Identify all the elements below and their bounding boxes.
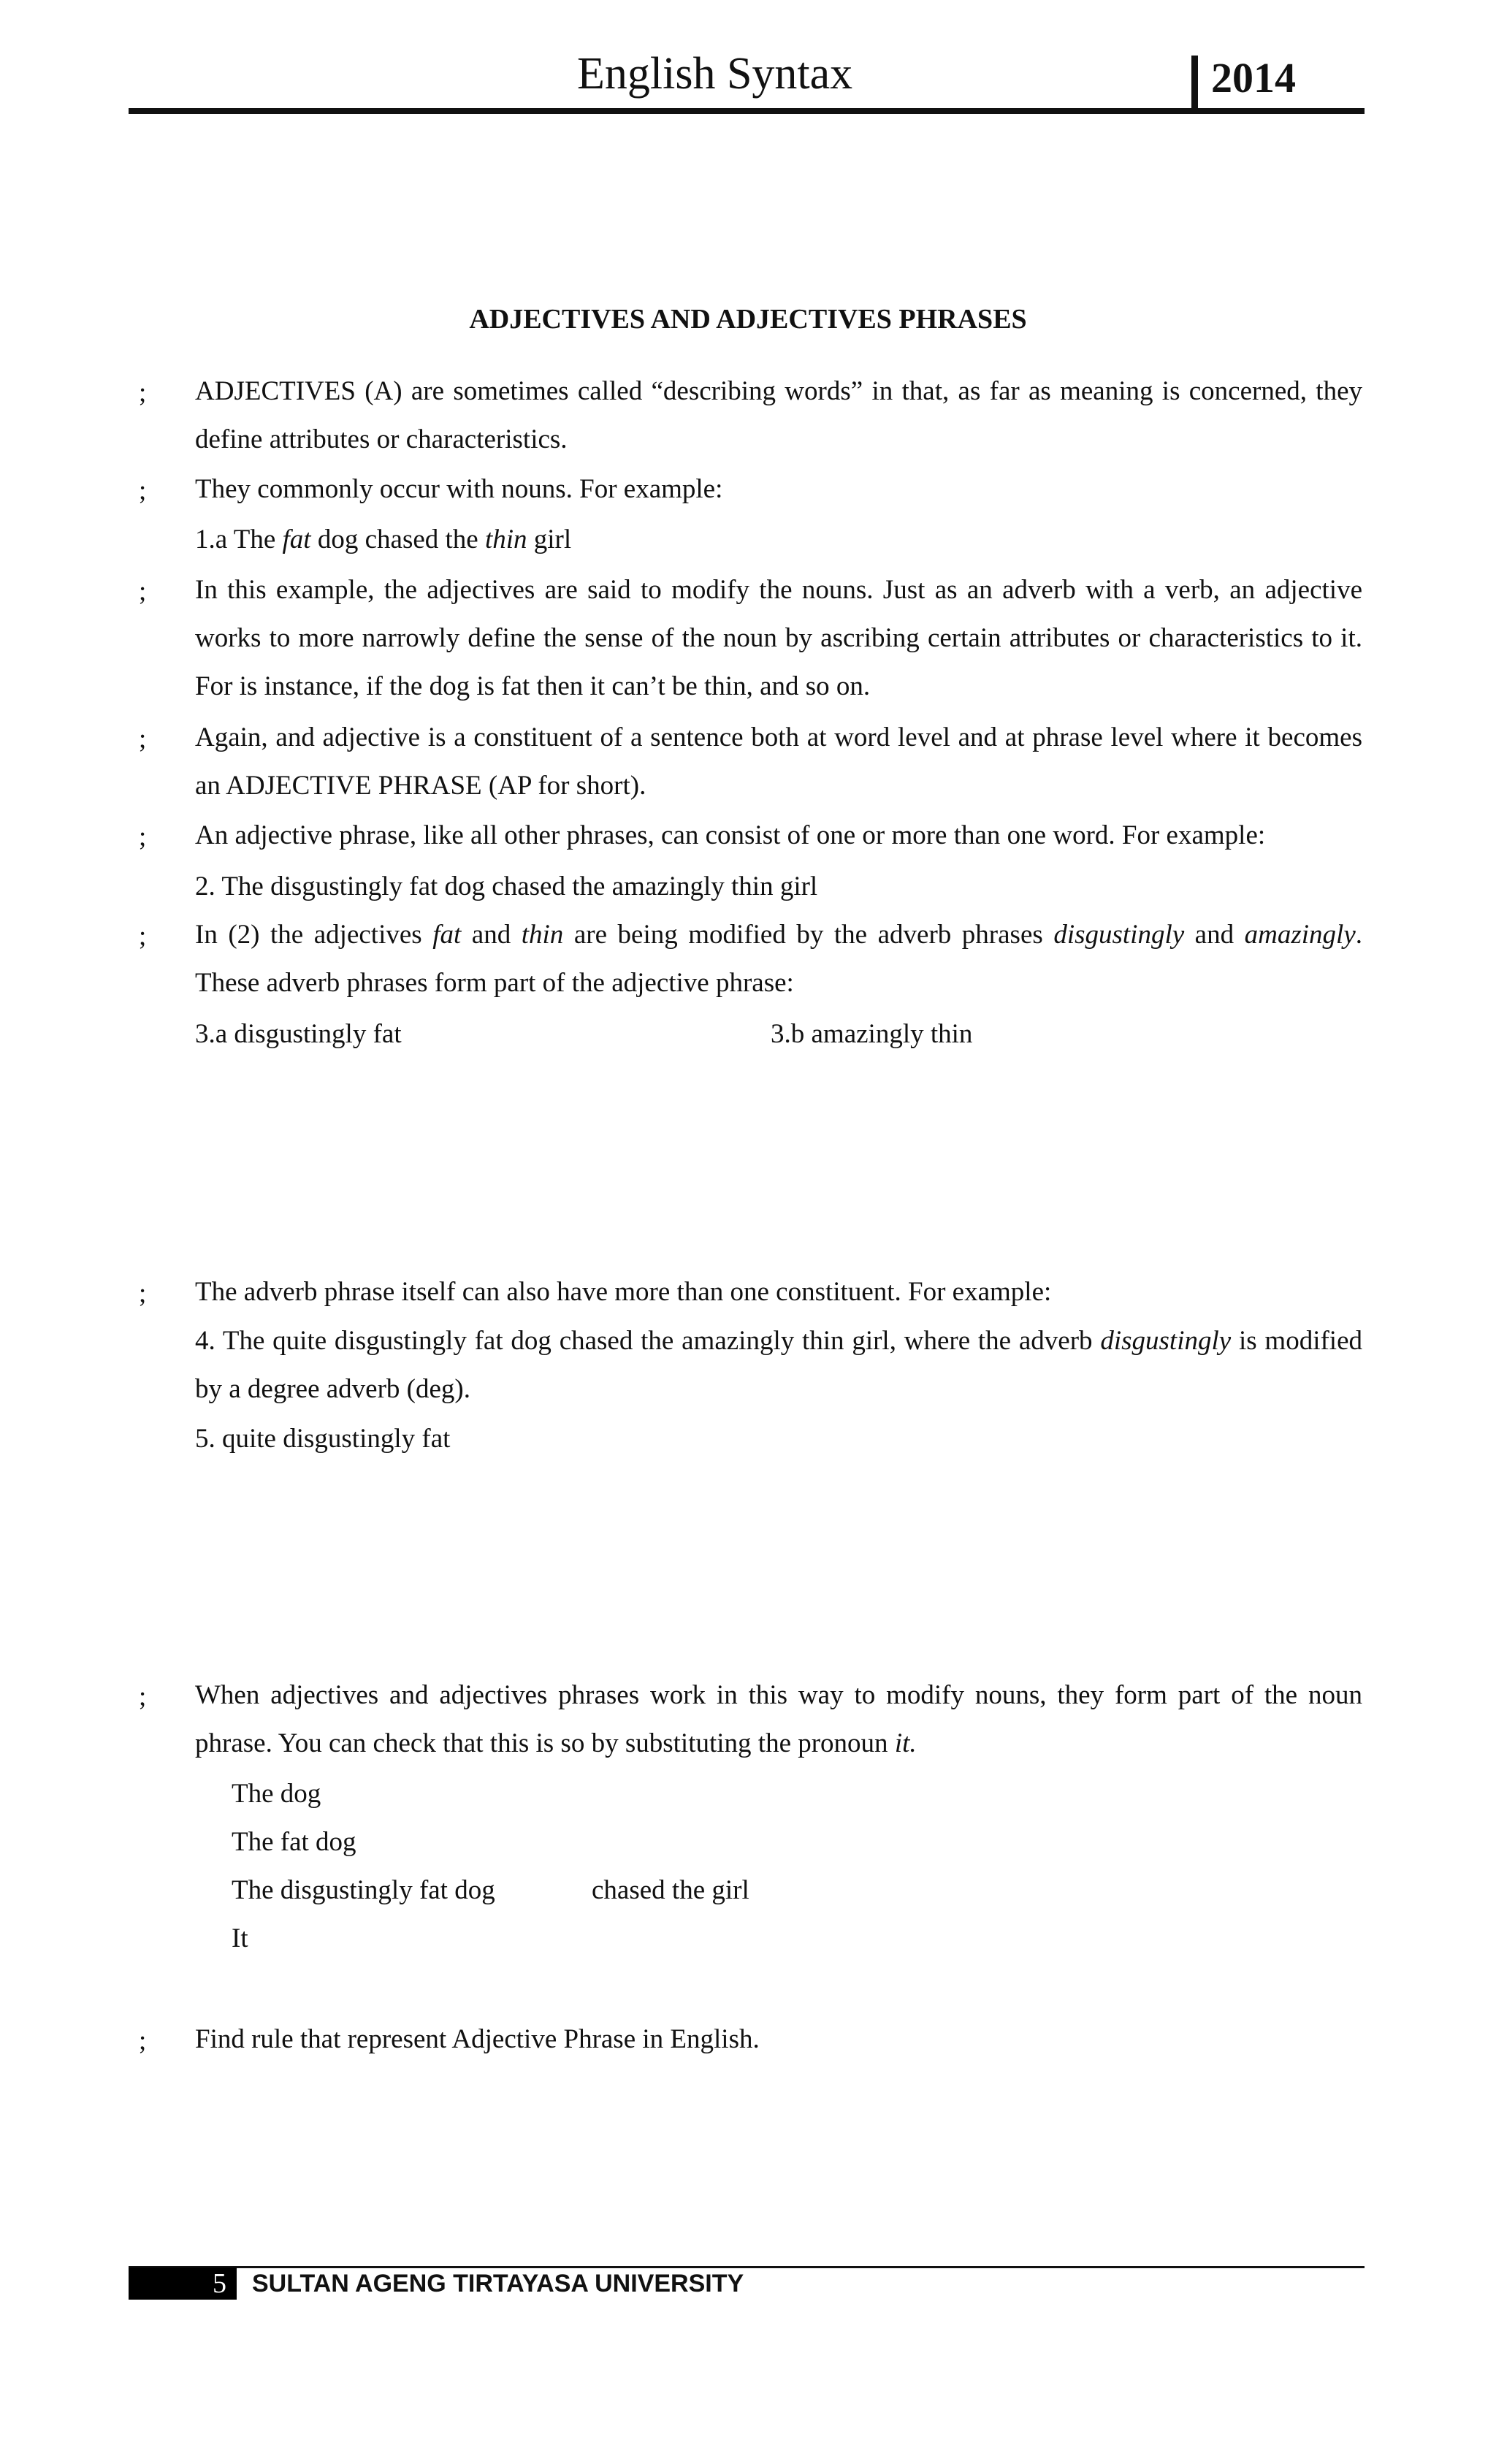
bullet-marker: ;: [139, 476, 147, 506]
substitution-line-2: The fat dog: [232, 1827, 356, 1857]
bullet-marker: ;: [139, 822, 147, 852]
footer-rule: [129, 2266, 1365, 2268]
header-rule: [129, 108, 1365, 114]
paragraph-8: When adjectives and adjectives phrases work in this way to modify nouns, they form part of the noun phrase. You can check that this is so by substituting the pronoun it.: [195, 1680, 1362, 1758]
paragraph-9: Find rule that represent Adjective Phrase in English.: [195, 2024, 760, 2054]
substitution-line-3: The disgustingly fat dog: [232, 1875, 495, 1905]
bullet-marker: ;: [139, 2026, 147, 2056]
bullet-marker: ;: [139, 1278, 147, 1308]
bullet-marker: ;: [139, 724, 147, 754]
page-number: 5: [213, 2268, 226, 2299]
bullet-marker: ;: [139, 576, 147, 606]
substitution-predicate: chased the girl: [592, 1875, 749, 1905]
example-2: 2. The disgustingly fat dog chased the amazingly thin girl: [195, 871, 818, 901]
example-1: 1.a The fat dog chased the thin girl: [195, 525, 572, 554]
header-year: 2014: [1211, 54, 1296, 102]
bullet-marker: ;: [139, 378, 147, 408]
paragraph-5: An adjective phrase, like all other phrases, can consist of one or more than one word. For example:: [195, 820, 1266, 850]
paragraph-4: Again, and adjective is a constituent of a sentence both at word level and at phrase level where it becomes an ADJECTIVE PHRASE (AP for short).: [195, 722, 1362, 801]
paragraph-3: In this example, the adjectives are said to modify the nouns. Just as an adverb with a verb, an adjective works to more narrowly define the sense of the noun by ascribing certain attributes or characteristics to it. For is instance, if the dog is fat then it can’t be thin, and so on.: [195, 575, 1362, 701]
substitution-line-4: It: [232, 1923, 248, 1953]
example-3a: 3.a disgustingly fat: [195, 1019, 402, 1049]
example-4: 4. The quite disgustingly fat dog chased the amazingly thin girl, where the adverb disgustingly is modified by a degree adverb (deg).: [195, 1326, 1363, 1404]
bullet-marker: ;: [139, 921, 147, 951]
header-title: English Syntax: [577, 49, 853, 99]
paragraph-6: In (2) the adjectives fat and thin are being modified by the adverb phrases disgustingly and amazingly. These adverb phrases form part of the adjective phrase:: [195, 920, 1362, 998]
footer-page-number-box: [129, 2267, 237, 2300]
section-heading: ADJECTIVES AND ADJECTIVES PHRASES: [469, 304, 1027, 335]
paragraph-7: The adverb phrase itself can also have more than one constituent. For example:: [195, 1277, 1052, 1307]
paragraph-1: ADJECTIVES (A) are sometimes called “describing words” in that, as far as meaning is concerned, they define attributes or characteristics.: [195, 376, 1362, 454]
footer-university: SULTAN AGENG TIRTAYASA UNIVERSITY: [252, 2270, 744, 2297]
example-5: 5. quite disgustingly fat: [195, 1424, 451, 1454]
example-3b: 3.b amazingly thin: [771, 1019, 973, 1049]
substitution-line-1: The dog: [232, 1779, 321, 1809]
paragraph-2: They commonly occur with nouns. For example:: [195, 474, 723, 504]
bullet-marker: ;: [139, 1682, 147, 1712]
header-divider: [1191, 56, 1198, 111]
